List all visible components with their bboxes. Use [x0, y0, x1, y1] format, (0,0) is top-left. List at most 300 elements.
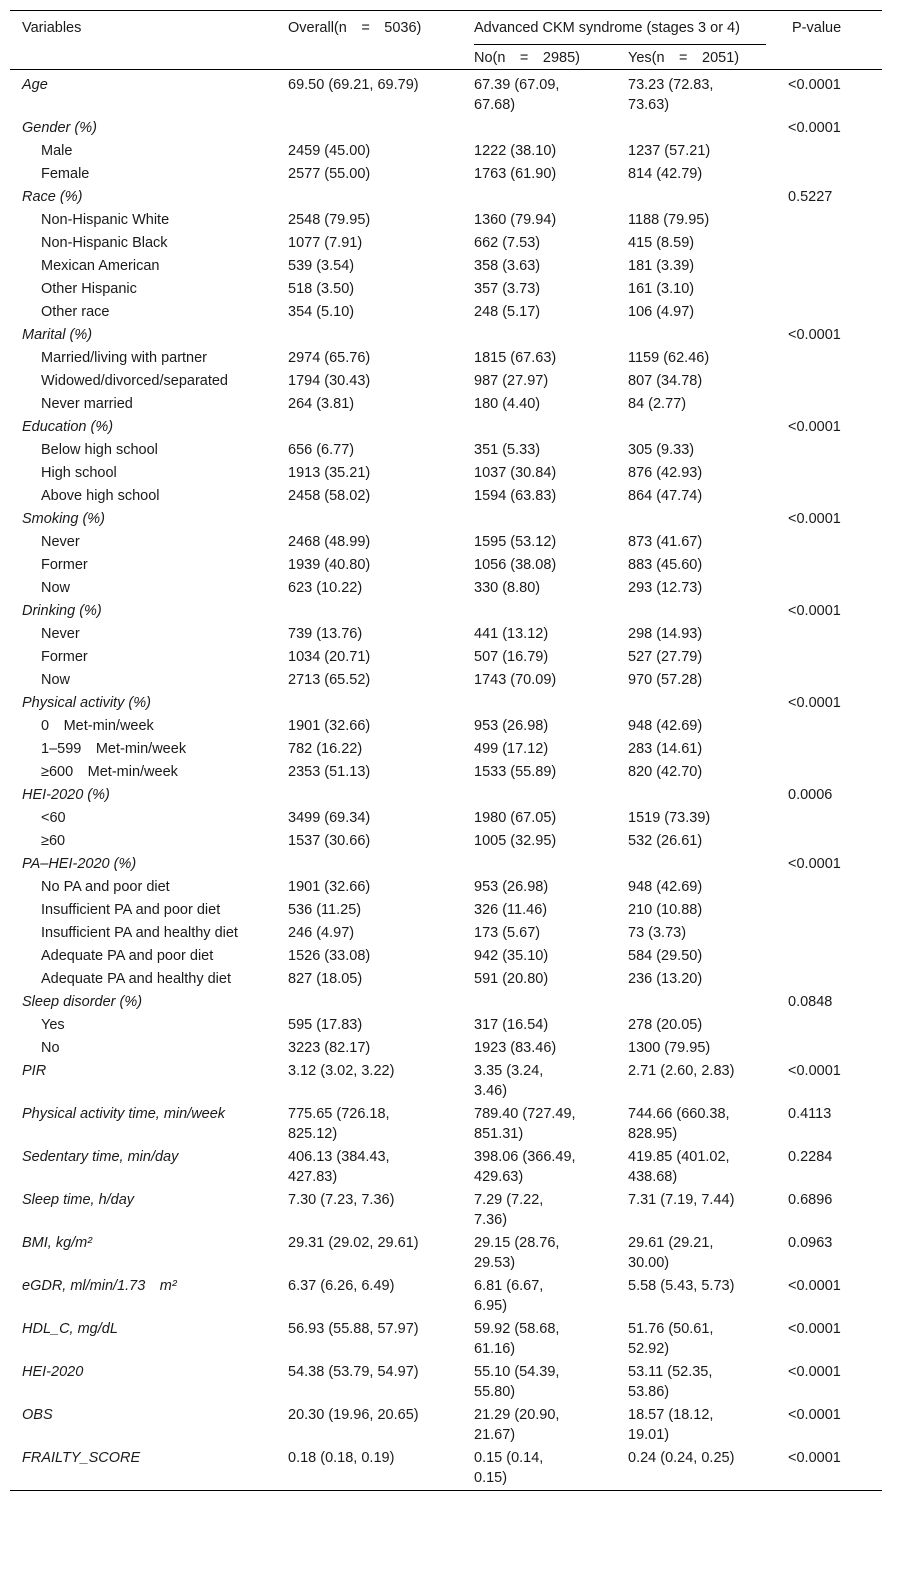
overall-cell — [276, 692, 462, 715]
yes-cell — [616, 508, 780, 531]
table-row — [10, 462, 882, 485]
table-row — [10, 554, 882, 577]
variable-cell: Mexican American — [41, 258, 160, 274]
variable-cell: Sleep disorder (%) — [22, 994, 143, 1010]
yes-cell — [616, 117, 780, 140]
pvalue-cell: <0.0001 — [788, 1063, 841, 1079]
no-cell: 357 (3.73) — [474, 281, 541, 297]
header-yes: Yes(n = 2051) — [628, 50, 740, 66]
no-cell: 499 (17.12) — [474, 741, 549, 757]
variable-cell: Age — [22, 77, 48, 93]
pvalue-cell: <0.0001 — [788, 856, 841, 872]
table-row — [10, 1189, 882, 1232]
yes-cell: 7.31 (7.19, 7.44) — [628, 1192, 735, 1208]
variable-cell: HEI-2020 (%) — [22, 787, 110, 803]
pvalue-cell: <0.0001 — [788, 1407, 841, 1423]
yes-cell: 283 (14.61) — [628, 741, 703, 757]
yes-cell: 948 (42.69) — [628, 718, 703, 734]
table-row — [10, 531, 882, 554]
table-row — [10, 945, 882, 968]
no-cell: 662 (7.53) — [474, 235, 541, 251]
no-cell: 1980 (67.05) — [474, 810, 557, 826]
table-row — [10, 738, 882, 761]
variable-cell: Physical activity time, min/week — [22, 1106, 226, 1122]
variable-cell: Insufficient PA and healthy diet — [41, 925, 238, 941]
table-row — [10, 370, 882, 393]
table-row — [10, 1232, 882, 1275]
overall-cell: 246 (4.97) — [288, 925, 355, 941]
yes-cell: 161 (3.10) — [628, 281, 695, 297]
overall-cell: 1526 (33.08) — [288, 948, 371, 964]
pvalue-cell — [780, 899, 882, 922]
no-cell: 317 (16.54) — [474, 1017, 549, 1033]
no-cell — [462, 600, 616, 623]
yes-cell: 236 (13.20) — [628, 971, 703, 987]
table-row — [10, 416, 882, 439]
pvalue-cell — [780, 945, 882, 968]
pvalue-cell: 0.0848 — [788, 994, 833, 1010]
pvalue-cell — [780, 485, 882, 508]
no-cell: 55.10 (54.39, 55.80) — [474, 1364, 560, 1400]
pvalue-cell — [780, 968, 882, 991]
overall-cell: 1901 (32.66) — [288, 718, 371, 734]
no-cell: 351 (5.33) — [474, 442, 541, 458]
overall-cell — [276, 117, 462, 140]
table-header — [10, 11, 882, 70]
overall-cell: 739 (13.76) — [288, 626, 363, 642]
variable-cell: Former — [41, 649, 88, 665]
overall-cell: 1794 (30.43) — [288, 373, 371, 389]
variable-cell: Female — [41, 166, 90, 182]
pvalue-cell: <0.0001 — [788, 1364, 841, 1380]
table-row — [10, 784, 882, 807]
header-empty-3 — [780, 45, 882, 70]
table-row — [10, 324, 882, 347]
no-cell: 1222 (38.10) — [474, 143, 557, 159]
header-advanced-ckm-group — [462, 11, 780, 46]
yes-cell: 2.71 (2.60, 2.83) — [628, 1063, 735, 1079]
pvalue-cell: <0.0001 — [788, 1321, 841, 1337]
header-pvalue: P-value — [792, 20, 842, 36]
yes-cell: 1519 (73.39) — [628, 810, 711, 826]
pvalue-cell — [780, 393, 882, 416]
pvalue-cell: 0.5227 — [788, 189, 833, 205]
table-row — [10, 163, 882, 186]
overall-cell — [276, 324, 462, 347]
yes-cell: 210 (10.88) — [628, 902, 703, 918]
variable-cell: Race (%) — [22, 189, 83, 205]
no-cell: 330 (8.80) — [474, 580, 541, 596]
yes-cell — [616, 600, 780, 623]
pvalue-cell: <0.0001 — [788, 695, 841, 711]
overall-cell — [276, 600, 462, 623]
variable-cell: HEI-2020 — [22, 1364, 84, 1380]
table-body — [10, 70, 882, 1491]
pvalue-cell — [780, 876, 882, 899]
yes-cell — [616, 853, 780, 876]
yes-cell: 84 (2.77) — [628, 396, 687, 412]
yes-cell: 1237 (57.21) — [628, 143, 711, 159]
table-row — [10, 692, 882, 715]
pvalue-cell — [780, 140, 882, 163]
yes-cell: 0.24 (0.24, 0.25) — [628, 1450, 735, 1466]
pvalue-cell: <0.0001 — [788, 603, 841, 619]
no-cell: 7.29 (7.22, 7.36) — [474, 1192, 544, 1228]
yes-cell: 181 (3.39) — [628, 258, 695, 274]
pvalue-cell: 0.0006 — [788, 787, 833, 803]
pvalue-cell: <0.0001 — [788, 511, 841, 527]
yes-cell: 53.11 (52.35, 53.86) — [628, 1364, 713, 1400]
pvalue-cell — [780, 255, 882, 278]
yes-cell: 814 (42.79) — [628, 166, 703, 182]
no-cell: 326 (11.46) — [474, 902, 548, 918]
yes-cell: 532 (26.61) — [628, 833, 703, 849]
table-row — [10, 485, 882, 508]
pvalue-cell — [780, 577, 882, 600]
variable-cell: ≥600 Met-min/week — [41, 764, 178, 780]
table-row — [10, 669, 882, 692]
overall-cell: 20.30 (19.96, 20.65) — [288, 1407, 419, 1423]
overall-cell: 264 (3.81) — [288, 396, 355, 412]
no-cell: 1763 (61.90) — [474, 166, 557, 182]
yes-cell: 820 (42.70) — [628, 764, 703, 780]
overall-cell: 536 (11.25) — [288, 902, 362, 918]
variable-cell: 0 Met-min/week — [41, 718, 154, 734]
no-cell: 3.35 (3.24, 3.46) — [474, 1063, 544, 1099]
overall-cell: 1077 (7.91) — [288, 235, 363, 251]
no-cell: 1595 (53.12) — [474, 534, 557, 550]
overall-cell — [276, 991, 462, 1014]
header-no: No(n = 2985) — [474, 50, 580, 66]
yes-cell: 419.85 (401.02, 438.68) — [628, 1149, 730, 1185]
table-row — [10, 807, 882, 830]
no-cell: 1743 (70.09) — [474, 672, 557, 688]
header-empty-2 — [276, 45, 462, 70]
overall-cell: 2548 (79.95) — [288, 212, 371, 228]
header-row-1 — [10, 11, 882, 46]
no-cell — [462, 784, 616, 807]
yes-cell: 864 (47.74) — [628, 488, 703, 504]
pvalue-cell — [780, 738, 882, 761]
yes-cell: 527 (27.79) — [628, 649, 703, 665]
yes-cell: 73.23 (72.83, 73.63) — [628, 77, 714, 113]
no-cell — [462, 416, 616, 439]
overall-cell: 6.37 (6.26, 6.49) — [288, 1278, 395, 1294]
yes-cell — [616, 416, 780, 439]
variable-cell: 1–599 Met-min/week — [41, 741, 187, 757]
table-row — [10, 1103, 882, 1146]
variable-cell: <60 — [41, 810, 66, 826]
no-cell: 507 (16.79) — [474, 649, 549, 665]
yes-cell: 807 (34.78) — [628, 373, 703, 389]
pvalue-cell: 0.0963 — [788, 1235, 833, 1251]
baseline-characteristics-table-container — [10, 10, 882, 1491]
overall-cell: 0.18 (0.18, 0.19) — [288, 1450, 395, 1466]
pvalue-cell — [780, 209, 882, 232]
yes-cell: 305 (9.33) — [628, 442, 695, 458]
variable-cell: Adequate PA and healthy diet — [41, 971, 231, 987]
no-cell — [462, 692, 616, 715]
overall-cell: 3499 (69.34) — [288, 810, 371, 826]
table-row — [10, 715, 882, 738]
no-cell: 789.40 (727.49, 851.31) — [474, 1106, 576, 1142]
overall-cell: 1913 (35.21) — [288, 465, 371, 481]
table-row — [10, 140, 882, 163]
overall-cell: 1901 (32.66) — [288, 879, 371, 895]
pvalue-cell: <0.0001 — [788, 327, 841, 343]
pvalue-cell — [780, 370, 882, 393]
variable-cell: Yes — [41, 1017, 65, 1033]
yes-cell: 1300 (79.95) — [628, 1040, 711, 1056]
no-cell: 1533 (55.89) — [474, 764, 557, 780]
no-cell — [462, 117, 616, 140]
yes-cell: 744.66 (660.38, 828.95) — [628, 1106, 730, 1142]
table-row — [10, 761, 882, 784]
no-cell: 398.06 (366.49, 429.63) — [474, 1149, 576, 1185]
yes-cell: 883 (45.60) — [628, 557, 703, 573]
pvalue-cell — [780, 232, 882, 255]
table-row — [10, 439, 882, 462]
table-row — [10, 646, 882, 669]
variable-cell: PA–HEI-2020 (%) — [22, 856, 137, 872]
variable-cell: High school — [41, 465, 117, 481]
variable-cell: Insufficient PA and poor diet — [41, 902, 221, 918]
pvalue-cell — [780, 347, 882, 370]
variable-cell: HDL_C, mg/dL — [22, 1321, 118, 1337]
no-cell: 1815 (67.63) — [474, 350, 557, 366]
table-row — [10, 1014, 882, 1037]
no-cell: 173 (5.67) — [474, 925, 541, 941]
pvalue-cell — [780, 830, 882, 853]
no-cell — [462, 324, 616, 347]
no-cell: 441 (13.12) — [474, 626, 549, 642]
pvalue-cell — [780, 715, 882, 738]
yes-cell — [616, 692, 780, 715]
pvalue-cell — [780, 761, 882, 784]
table-row — [10, 232, 882, 255]
yes-cell: 298 (14.93) — [628, 626, 703, 642]
variable-cell: Now — [41, 580, 71, 596]
pvalue-cell — [780, 531, 882, 554]
variable-cell: Non-Hispanic White — [41, 212, 170, 228]
no-cell: 953 (26.98) — [474, 879, 549, 895]
pvalue-cell: <0.0001 — [788, 77, 841, 93]
overall-cell: 518 (3.50) — [288, 281, 355, 297]
table-row — [10, 1060, 882, 1103]
pvalue-cell — [780, 554, 882, 577]
no-cell — [462, 853, 616, 876]
variable-cell: eGDR, ml/min/1.73 m² — [22, 1278, 177, 1294]
table-row — [10, 991, 882, 1014]
overall-cell: 539 (3.54) — [288, 258, 355, 274]
no-cell: 6.81 (6.67, 6.95) — [474, 1278, 544, 1314]
table-row — [10, 117, 882, 140]
no-cell: 21.29 (20.90, 21.67) — [474, 1407, 560, 1443]
overall-cell: 3.12 (3.02, 3.22) — [288, 1063, 395, 1079]
variable-cell: Smoking (%) — [22, 511, 105, 527]
overall-cell: 1939 (40.80) — [288, 557, 371, 573]
variable-cell: FRAILTY_SCORE — [22, 1450, 141, 1466]
pvalue-cell — [780, 301, 882, 324]
variable-cell: Education (%) — [22, 419, 114, 435]
no-cell: 591 (20.80) — [474, 971, 549, 987]
overall-cell: 2458 (58.02) — [288, 488, 371, 504]
yes-cell: 106 (4.97) — [628, 304, 695, 320]
no-cell: 1923 (83.46) — [474, 1040, 557, 1056]
overall-cell: 7.30 (7.23, 7.36) — [288, 1192, 395, 1208]
table-row — [10, 600, 882, 623]
overall-cell: 2353 (51.13) — [288, 764, 371, 780]
table-row — [10, 899, 882, 922]
pvalue-cell — [780, 462, 882, 485]
pvalue-cell — [780, 1037, 882, 1060]
variable-cell: Sedentary time, min/day — [22, 1149, 179, 1165]
overall-cell: 1537 (30.66) — [288, 833, 371, 849]
no-cell: 0.15 (0.14, 0.15) — [474, 1450, 544, 1486]
table-row — [10, 70, 882, 118]
yes-cell: 73 (3.73) — [628, 925, 687, 941]
table-row — [10, 186, 882, 209]
pvalue-cell — [780, 1014, 882, 1037]
overall-cell: 656 (6.77) — [288, 442, 355, 458]
pvalue-cell: <0.0001 — [788, 1278, 841, 1294]
header-row-2 — [10, 45, 882, 70]
pvalue-cell: <0.0001 — [788, 419, 841, 435]
yes-cell: 18.57 (18.12, 19.01) — [628, 1407, 714, 1443]
no-cell: 942 (35.10) — [474, 948, 549, 964]
overall-cell: 29.31 (29.02, 29.61) — [288, 1235, 419, 1251]
pvalue-cell — [780, 807, 882, 830]
yes-cell: 1159 (62.46) — [628, 350, 710, 366]
table-row — [10, 1146, 882, 1189]
overall-cell: 3223 (82.17) — [288, 1040, 371, 1056]
overall-cell: 54.38 (53.79, 54.97) — [288, 1364, 419, 1380]
variable-cell: Other Hispanic — [41, 281, 137, 297]
yes-cell — [616, 186, 780, 209]
no-cell: 248 (5.17) — [474, 304, 541, 320]
overall-cell — [276, 416, 462, 439]
table-row — [10, 1318, 882, 1361]
variable-cell: Male — [41, 143, 73, 159]
no-cell: 358 (3.63) — [474, 258, 541, 274]
variable-cell: Marital (%) — [22, 327, 93, 343]
table-row — [10, 1037, 882, 1060]
no-cell: 1594 (63.83) — [474, 488, 557, 504]
no-cell: 59.92 (58.68, 61.16) — [474, 1321, 560, 1357]
overall-cell: 2459 (45.00) — [288, 143, 371, 159]
variable-cell: Physical activity (%) — [22, 695, 151, 711]
no-cell — [462, 991, 616, 1014]
variable-cell: Now — [41, 672, 71, 688]
overall-cell — [276, 784, 462, 807]
variable-cell: Other race — [41, 304, 110, 320]
table-row — [10, 922, 882, 945]
table-row — [10, 1447, 882, 1491]
pvalue-cell: 0.6896 — [788, 1192, 833, 1208]
table-row — [10, 255, 882, 278]
overall-cell: 623 (10.22) — [288, 580, 363, 596]
pvalue-cell — [780, 646, 882, 669]
pvalue-cell: 0.4113 — [788, 1106, 832, 1122]
pvalue-cell — [780, 669, 882, 692]
no-cell: 67.39 (67.09, 67.68) — [474, 77, 560, 113]
table-row — [10, 301, 882, 324]
overall-cell: 595 (17.83) — [288, 1017, 363, 1033]
variable-cell: ≥60 — [41, 833, 66, 849]
pvalue-cell — [780, 278, 882, 301]
table-row — [10, 347, 882, 370]
overall-cell: 775.65 (726.18, 825.12) — [288, 1106, 390, 1142]
variable-cell: Never — [41, 534, 80, 550]
overall-cell: 2974 (65.76) — [288, 350, 371, 366]
table-row — [10, 830, 882, 853]
yes-cell: 415 (8.59) — [628, 235, 695, 251]
no-cell: 1360 (79.94) — [474, 212, 557, 228]
baseline-characteristics-table — [10, 10, 882, 1491]
table-row — [10, 1275, 882, 1318]
no-cell: 29.15 (28.76, 29.53) — [474, 1235, 560, 1271]
variable-cell: Never — [41, 626, 80, 642]
yes-cell — [616, 784, 780, 807]
yes-cell — [616, 324, 780, 347]
variable-cell: Sleep time, h/day — [22, 1192, 135, 1208]
yes-cell: 970 (57.28) — [628, 672, 703, 688]
header-group-label: Advanced CKM syndrome (stages 3 or 4) — [474, 18, 766, 45]
yes-cell: 1188 (79.95) — [628, 212, 710, 228]
yes-cell: 948 (42.69) — [628, 879, 703, 895]
no-cell: 1037 (30.84) — [474, 465, 557, 481]
pvalue-cell — [780, 439, 882, 462]
overall-cell: 2713 (65.52) — [288, 672, 371, 688]
yes-cell — [616, 991, 780, 1014]
variable-cell: Gender (%) — [22, 120, 97, 136]
no-cell — [462, 186, 616, 209]
overall-cell — [276, 853, 462, 876]
variable-cell: Non-Hispanic Black — [41, 235, 168, 251]
yes-cell: 51.76 (50.61, 52.92) — [628, 1321, 714, 1357]
header-empty-1 — [10, 45, 276, 70]
pvalue-cell: <0.0001 — [788, 1450, 841, 1466]
overall-cell — [276, 186, 462, 209]
table-row — [10, 1404, 882, 1447]
yes-cell: 5.58 (5.43, 5.73) — [628, 1278, 735, 1294]
yes-cell: 584 (29.50) — [628, 948, 703, 964]
table-row — [10, 853, 882, 876]
table-row — [10, 577, 882, 600]
variable-cell: Above high school — [41, 488, 160, 504]
variable-cell: Former — [41, 557, 88, 573]
overall-cell: 56.93 (55.88, 57.97) — [288, 1321, 419, 1337]
yes-cell: 876 (42.93) — [628, 465, 703, 481]
yes-cell: 873 (41.67) — [628, 534, 703, 550]
variable-cell: Widowed/divorced/separated — [41, 373, 228, 389]
overall-cell: 2577 (55.00) — [288, 166, 371, 182]
variable-cell: Married/living with partner — [41, 350, 208, 366]
pvalue-cell — [780, 922, 882, 945]
overall-cell — [276, 508, 462, 531]
yes-cell: 278 (20.05) — [628, 1017, 703, 1033]
overall-cell: 406.13 (384.43, 427.83) — [288, 1149, 390, 1185]
overall-cell: 782 (16.22) — [288, 741, 363, 757]
variable-cell: BMI, kg/m² — [22, 1235, 93, 1251]
variable-cell: Never married — [41, 396, 133, 412]
overall-cell: 1034 (20.71) — [288, 649, 371, 665]
table-row — [10, 209, 882, 232]
no-cell: 987 (27.97) — [474, 373, 549, 389]
no-cell: 180 (4.40) — [474, 396, 541, 412]
no-cell: 953 (26.98) — [474, 718, 549, 734]
table-row — [10, 876, 882, 899]
